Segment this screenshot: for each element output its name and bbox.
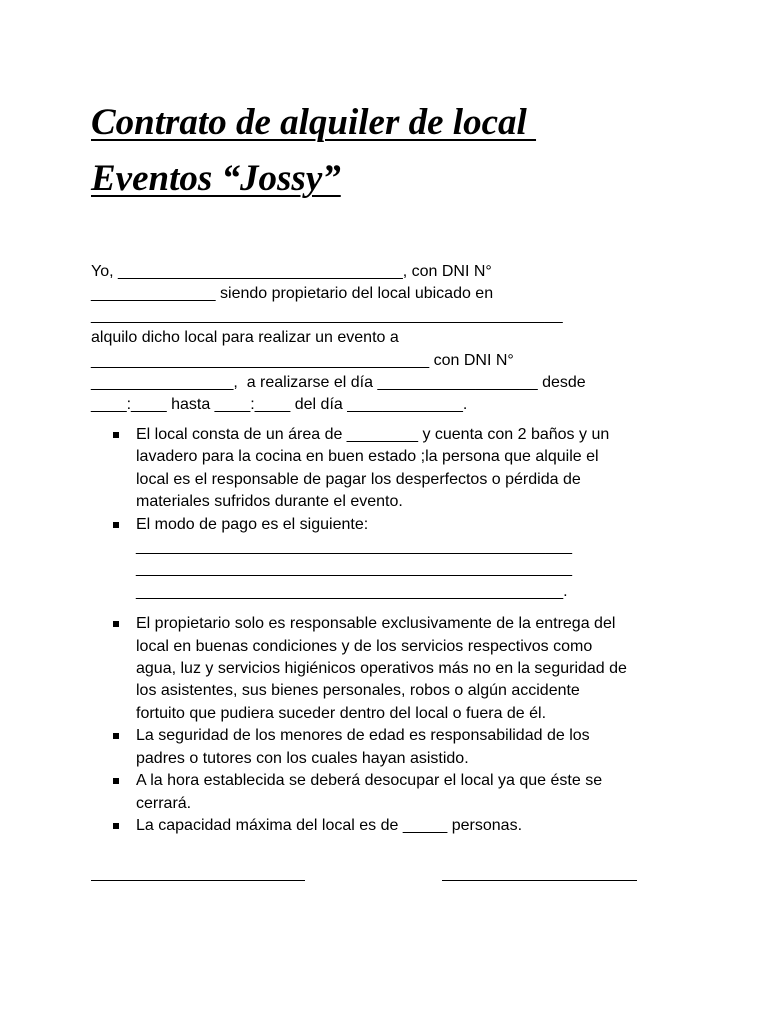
list-item-line: La seguridad de los menores de edad es responsabilidad de los (136, 727, 590, 745)
bullet-square-icon (113, 432, 119, 438)
list-item (0, 613, 676, 725)
paragraph-line: ________________, a realizarse el día __________________ desde (91, 374, 586, 391)
list-item-line: lavadero para la cocina en buen estado ;la persona que alquile el (136, 448, 599, 466)
list-item (0, 770, 676, 815)
list-item-line: El propietario solo es responsable exclusivamente de la entrega del (136, 615, 616, 633)
list-item (0, 514, 676, 604)
list-item-line: padres o tutores con los cuales hayan asistido. (136, 749, 469, 767)
list-item-line: agua, luz y servicios higiénicos operativos más no en la seguridad de (136, 660, 627, 678)
conditions-list (0, 424, 768, 837)
list-item-line: local es el responsable de pagar los desperfectos o pérdida de (136, 470, 581, 488)
contract-title-line-1: Contrato de alquiler de local (91, 102, 537, 143)
list-item (0, 725, 676, 770)
list-item-line: materiales sufridos durante el evento. (136, 493, 403, 511)
list-item-line: local en buenas condiciones y de los servicios respectivos como (136, 637, 593, 655)
list-item-line: La capacidad máxima del local es de _____ personas. (136, 816, 523, 834)
bullet-square-icon (113, 823, 119, 829)
list-item-line: El modo de pago es el siguiente: (136, 515, 369, 533)
bullet-square-icon (113, 778, 119, 784)
list-item-line: los asistentes, sus bienes personales, robos o algún accidente (136, 682, 580, 700)
owner-signature-line (91, 880, 305, 881)
bullet-square-icon (113, 522, 119, 528)
list-item-line: cerrará. (136, 794, 192, 812)
paragraph-line: ______________________________________ con DNI N° (91, 352, 514, 369)
contract-title-line-2: Eventos “Jossy” (91, 158, 341, 199)
list-item-line: ________________________________________________. (136, 582, 568, 600)
list-item-line: fortuito que pudiera suceder dentro del local o fuera de él. (136, 704, 547, 722)
list-item (0, 815, 676, 837)
list-item-line: A la hora establecida se deberá desocupar el local ya que éste se (136, 772, 603, 790)
paragraph-line: alquilo dicho local para realizar un evento a (91, 329, 399, 346)
list-item-line: _________________________________________________ (136, 538, 573, 556)
list-item-line: El local consta de un área de ________ y cuenta con 2 baños y un (136, 426, 610, 443)
paragraph-line: _____________________________________________________ (91, 307, 563, 324)
list-item (0, 424, 676, 514)
paragraph-line: ____:____ hasta ____:____ del día _____________. (91, 396, 468, 413)
list-item-line: _________________________________________________ (136, 560, 573, 578)
bullet-square-icon (113, 621, 119, 627)
paragraph-line: Yo, ________________________________, con DNI N° (91, 263, 492, 280)
paragraph-line: ______________ siendo propietario del local ubicado en (91, 285, 494, 302)
tenant-signature-line (442, 880, 637, 881)
bullet-square-icon (113, 733, 119, 739)
